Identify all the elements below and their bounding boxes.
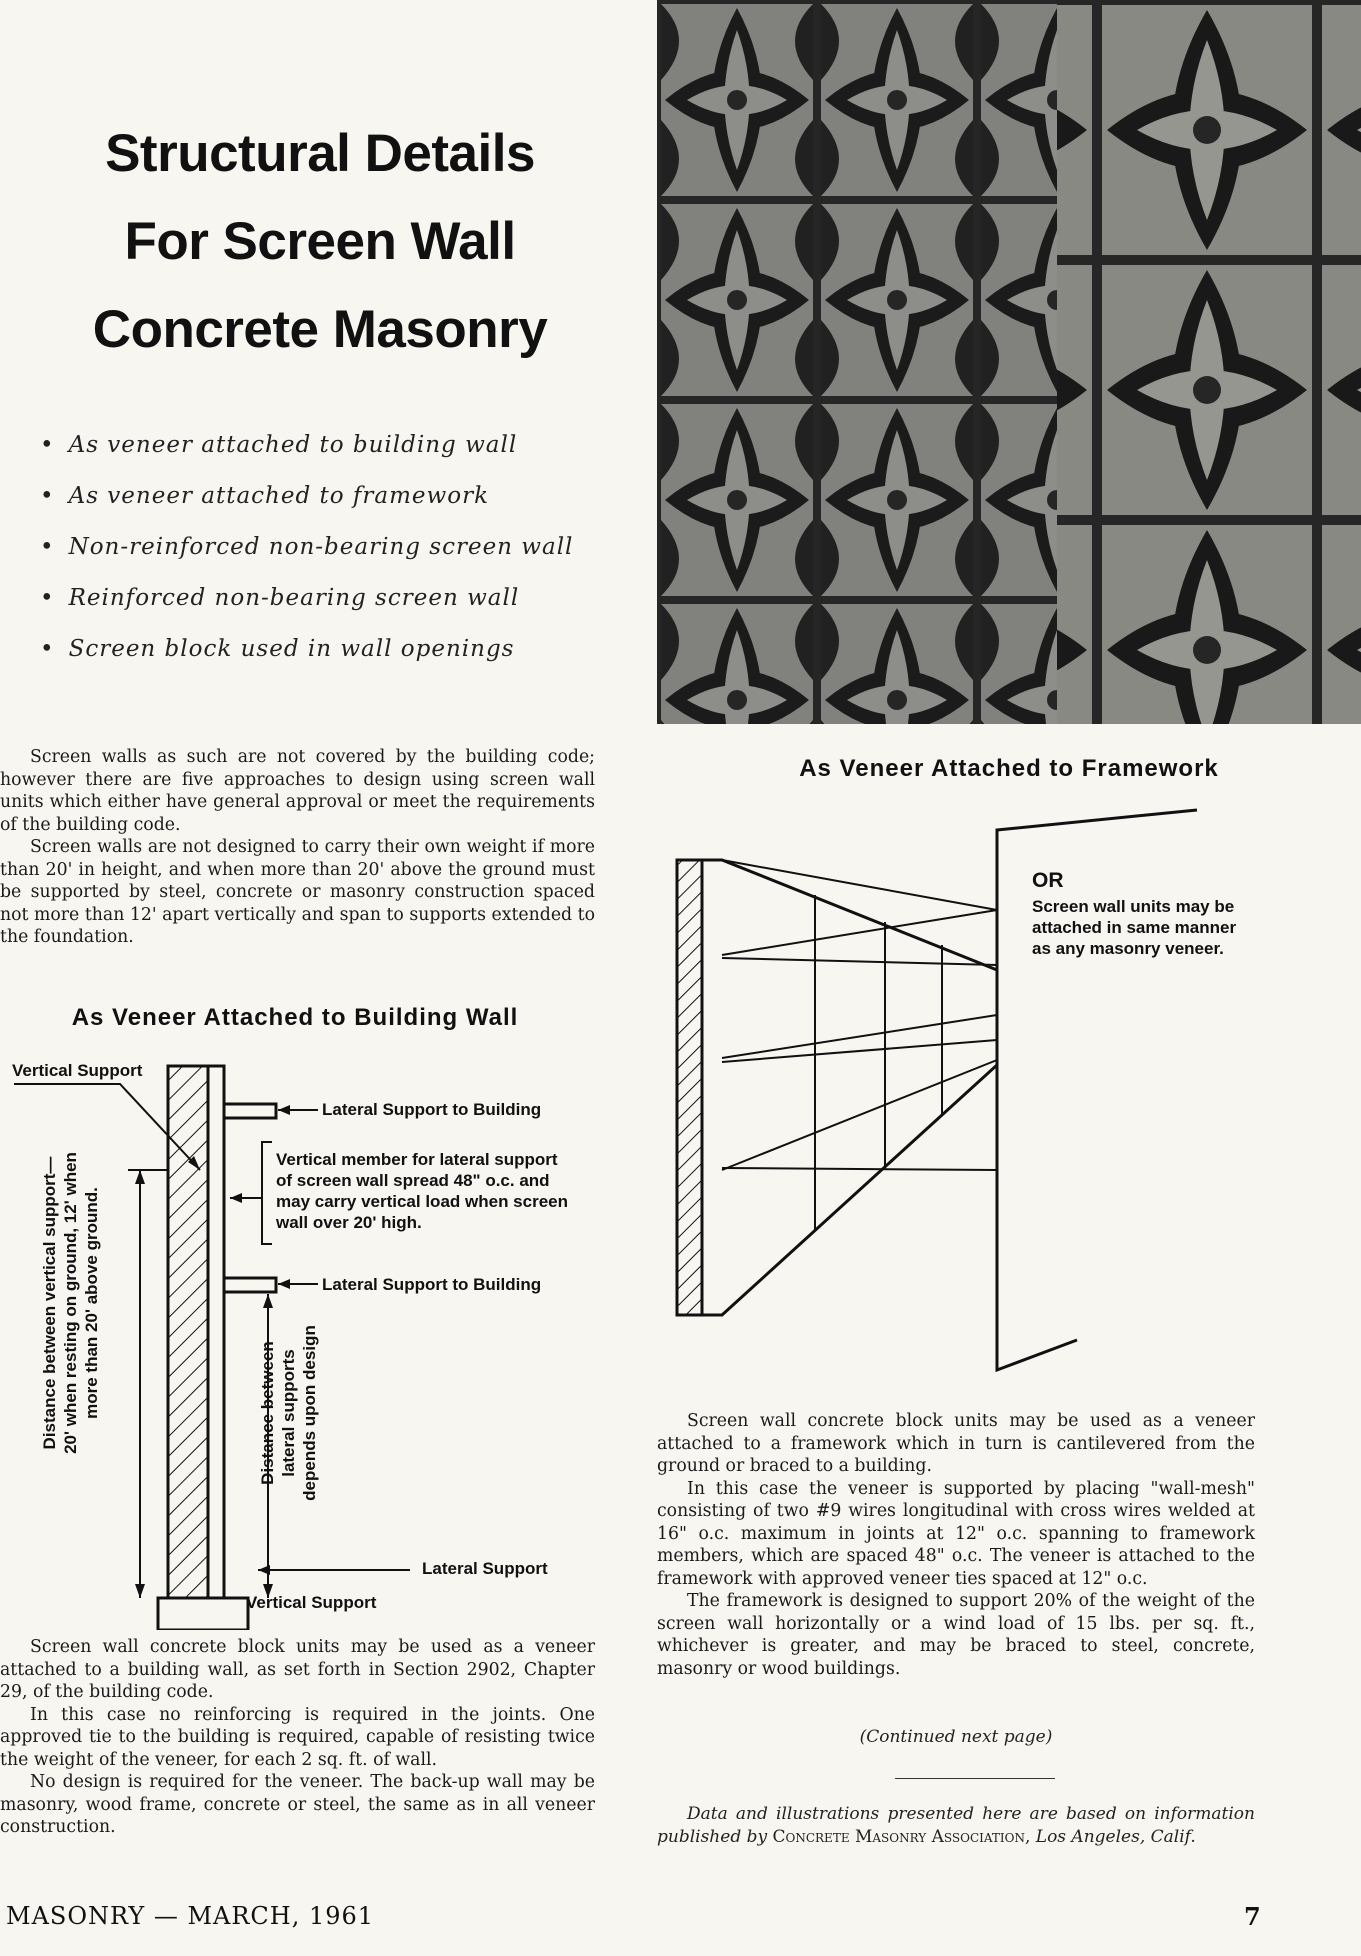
divider [895, 1778, 1055, 1779]
label-lateral-support-2: Lateral Support to Building [322, 1275, 542, 1294]
veneer-panel [677, 860, 997, 1315]
label-vertical-support-top: Vertical Support [12, 1061, 143, 1080]
approach-list [40, 420, 620, 675]
title-line-1: Structural Details [105, 124, 535, 183]
screen-wall-photo [657, 0, 1361, 724]
lateral-tie-middle [224, 1278, 276, 1292]
label-vertical-support-bottom: Vertical Support [246, 1593, 377, 1612]
label-vertical-member: Vertical member for lateral support of screen wall spread 48" o.c. and may carry vertical load when screen wall over 20' high. [276, 1150, 568, 1232]
veneer-wall [168, 1066, 208, 1598]
intro-paragraph: Screen walls as such are not covered by the building code; however there are five approaches to design using screen wall units which either have general approval or meet the requirements of the building code. [0, 747, 595, 835]
label-distance-vertical: Distance between vertical support— 20' when resting on ground, 12' when more than 20' above ground. [40, 1152, 101, 1454]
paragraph: In this case the veneer is supported by placing "wall-mesh" consisting of two #9 wires longitudinal with cross wires welded at 16" o.c. maximum in joints at 12" o.c. spanning to framework members, which are spaced 48" o.c. The veneer is attached to the framework with approved veneer ties spaced at 12" o.c. [657, 1478, 1255, 1589]
page-number: 7 [1244, 1902, 1262, 1931]
label-lateral-support-bottom: Lateral Support [422, 1559, 548, 1578]
lateral-tie-top [224, 1104, 276, 1118]
intro-paragraph: Screen walls are not designed to carry their own weight if more than 20' in height, and when more than 20' above the ground must be supported by steel, concrete or masonry construction spaced not more than 12' apart vertically and span to supports extended to the foundation. [0, 837, 595, 947]
foundation [158, 1598, 248, 1630]
paragraph: In this case no reinforcing is required in the joints. One approved tie to the building is required, capable of resisting twice the weight of the veneer, for each 2 sq. ft. of wall. [0, 1704, 595, 1770]
or-label: OR [1032, 869, 1064, 892]
continued-note: (Continued next page) [859, 1727, 1053, 1747]
source-credit: Data and illustrations presented here are based on information published by Concrete Masonry Association, Los Angeles, Calif. [657, 1804, 1255, 1847]
list-item: • As veneer attached to building wall [40, 420, 620, 471]
left-section-heading: As Veneer Attached to Building Wall [71, 1004, 519, 1031]
right-section-text [657, 1410, 1255, 1680]
building-wall [997, 810, 1197, 1370]
label-lateral-support-1: Lateral Support to Building [322, 1100, 542, 1119]
framework-veneer-diagram [657, 800, 1361, 1390]
backing-wall [208, 1066, 224, 1598]
intro-text [0, 746, 595, 949]
or-note: Screen wall units may be attached in same manner as any masonry veneer. [1032, 897, 1237, 958]
paragraph: Screen wall concrete block units may be used as a veneer attached to a building wall, as set forth in Section 2902, Chapter 29, of the building code. [0, 1637, 595, 1702]
paragraph: Screen wall concrete block units may be used as a veneer attached to a framework which in turn is cantilevered from the ground or braced to a building. [657, 1411, 1255, 1476]
paragraph: No design is required for the veneer. The back-up wall may be masonry, wood frame, concrete or steel, the same as in all veneer construction. [0, 1772, 595, 1837]
title-line-2: For Screen Wall [124, 212, 516, 271]
list-item: • Reinforced non-bearing screen wall [40, 573, 620, 624]
page-title [40, 110, 600, 374]
list-item: • As veneer attached to framework [40, 471, 620, 522]
title-line-3: Concrete Masonry [92, 300, 548, 359]
label-distance-lateral: Distance between lateral supports depends upon design [258, 1325, 319, 1501]
screen-block-pattern-image [657, 0, 1361, 724]
list-item: • Screen block used in wall openings [40, 624, 620, 675]
left-section-text [0, 1636, 595, 1839]
footer-publication: MASONRY — MARCH, 1961 [6, 1902, 375, 1930]
list-item: • Non-reinforced non-bearing screen wall [40, 522, 620, 573]
right-section-heading: As Veneer Attached to Framework [799, 755, 1219, 782]
hatched-edge [677, 860, 702, 1315]
paragraph: The framework is designed to support 20% of the weight of the screen wall horizontally or a wind load of 15 lbs. per sq. ft., whichever is greater, and may be braced to steel, concrete, masonry or wood buildings. [657, 1591, 1255, 1679]
